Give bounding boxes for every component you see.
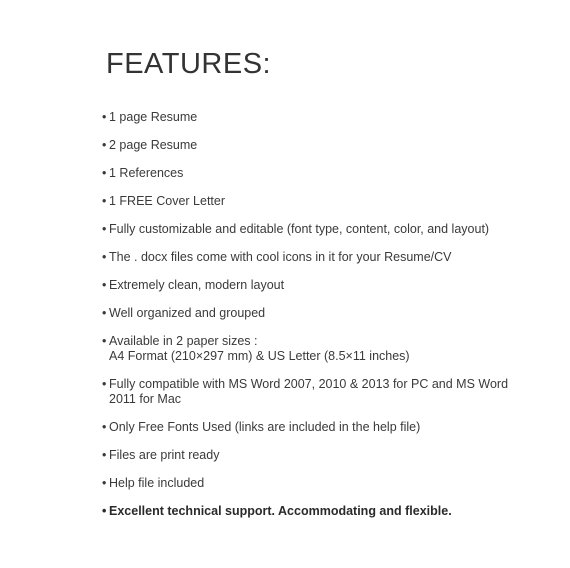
bullet-icon: • (102, 194, 107, 208)
bullet-icon: • (102, 377, 107, 391)
feature-item (102, 194, 522, 209)
feature-text: 1 page Resume (109, 110, 198, 124)
feature-list (102, 110, 522, 532)
bullet-icon: • (102, 110, 107, 124)
feature-text: The . docx files come with cool icons in it for your Resume/CV (109, 250, 452, 264)
feature-text: Extremely clean, modern layout (109, 278, 285, 292)
bullet-icon: • (102, 222, 107, 236)
feature-item (102, 448, 522, 463)
feature-item (102, 334, 522, 364)
feature-text: 1 References (109, 166, 184, 180)
feature-text: Fully customizable and editable (font type, content, color, and layout) (109, 222, 490, 236)
feature-item (102, 166, 522, 181)
feature-text-continued: 2011 for Mac (109, 392, 182, 406)
bullet-icon: • (102, 420, 107, 434)
bullet-icon: • (102, 278, 107, 292)
feature-text: Well organized and grouped (109, 306, 266, 320)
bullet-icon: • (102, 476, 107, 490)
page-title: FEATURES: (106, 48, 272, 80)
feature-item-highlight (102, 504, 522, 519)
feature-item (102, 138, 522, 153)
feature-text: Available in 2 paper sizes : (109, 334, 258, 348)
feature-item (102, 250, 522, 265)
bullet-icon: • (102, 334, 107, 348)
feature-text: 1 FREE Cover Letter (109, 194, 226, 208)
feature-text: Only Free Fonts Used (links are included in the help file) (109, 420, 421, 434)
feature-text: Fully compatible with MS Word 2007, 2010 & 2013 for PC and MS Word (109, 377, 509, 391)
feature-item (102, 222, 522, 237)
feature-item (102, 476, 522, 491)
feature-item (102, 420, 522, 435)
feature-item (102, 278, 522, 293)
bullet-icon: • (102, 250, 107, 264)
bullet-icon: • (102, 448, 107, 462)
bullet-icon: • (102, 166, 107, 180)
feature-text: Excellent technical support. Accommodating and flexible. (109, 504, 452, 518)
feature-item (102, 377, 522, 407)
feature-text: Help file included (109, 476, 205, 490)
feature-text-continued: A4 Format (210×297 mm) & US Letter (8.5×11 inches) (109, 349, 410, 363)
bullet-icon: • (102, 306, 107, 320)
feature-item (102, 110, 522, 125)
bullet-icon: • (102, 504, 107, 518)
feature-text: Files are print ready (109, 448, 220, 462)
feature-text: 2 page Resume (109, 138, 198, 152)
feature-item (102, 306, 522, 321)
bullet-icon: • (102, 138, 107, 152)
